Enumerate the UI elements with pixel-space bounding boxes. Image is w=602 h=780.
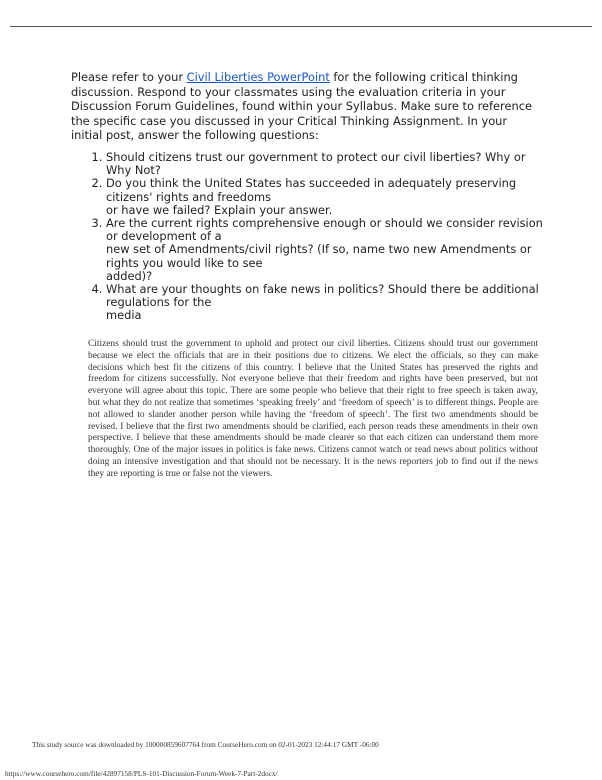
- question-line: added)?: [106, 268, 153, 283]
- source-url: https://www.coursehero.com/file/42897158/PLS-101-Discussion-Forum-Week-7-Part-2docx/: [5, 769, 278, 778]
- student-answer-paragraph: Citizens should trust the government to uphold and protect our civil liberties. Citizens should trust our government because we elect the officials that are in their positions due to citizens. We elect the officials, so they can make decisions which best fit the citizens of this country. I believe that the United States has preserved the rights and freedom for citizens successfully. Not everyone believe that their freedom and rights have been preserved, but not everyone will agree about this topic. There are some people who believe that their right to free speech is taken away, but what they do not realize that sometimes ‘speaking freely’ and ‘freedom of speech’ is to different things. People are not allowed to slander another person while having the ‘freedom of speech’. The first two amendments should be revised. I believe that the first two amendments should be clarified, each person reads these amendments in their own perspective. I believe that these amendments should be made clearer so that each citizen can understand them more thoroughly. One of the major issues in politics is fake news. Citizens cannot watch or read news about politics without doing an intensive investigation and that should not be necessary. It is the news reporters job to find out if the news they are reporting is true or false not the viewers.: [88, 339, 538, 479]
- intro-text-before: Please refer to your: [71, 70, 187, 84]
- question-line: 2. Do you think the United States has succeeded in adequately preserving citizens' rights and freedoms: [106, 176, 517, 204]
- question-line: 1. Should citizens trust our government to protect our civil liberties? Why or Why Not?: [106, 150, 526, 178]
- intro-text-after: for the following critical thinking discussion. Respond to your classmates using the evaluation criteria in your Discussion Forum Guidelines, found within your Syllabus. Make sure to reference the specific case you discussed in your Critical Thinking Assignment. In your initial post, answer the following questions:: [71, 70, 532, 142]
- question-item: [106, 151, 554, 177]
- question-line: 4. What are your thoughts on fake news in politics? Should there be additional regulations for the: [106, 282, 539, 310]
- question-item: [106, 283, 554, 323]
- question-list: [88, 151, 554, 323]
- question-item: [106, 217, 554, 283]
- intro-paragraph: [71, 70, 541, 143]
- page-top-rule: [10, 26, 592, 27]
- question-line: media: [106, 308, 142, 323]
- download-source-notice: This study source was downloaded by 100000859607764 from CourseHero.com on 02-01-2023 12:44:17 GMT -06:00: [32, 740, 379, 749]
- civil-liberties-powerpoint-link[interactable]: Civil Liberties PowerPoint: [186, 70, 330, 84]
- question-line: new set of Amendments/civil rights? (If so, name two new Amendments or rights you would like to see: [106, 242, 532, 270]
- question-line: 3. Are the current rights comprehensive enough or should we consider revision or development of a: [106, 216, 543, 244]
- question-line: or have we failed? Explain your answer.: [106, 202, 333, 217]
- question-item: [106, 177, 554, 217]
